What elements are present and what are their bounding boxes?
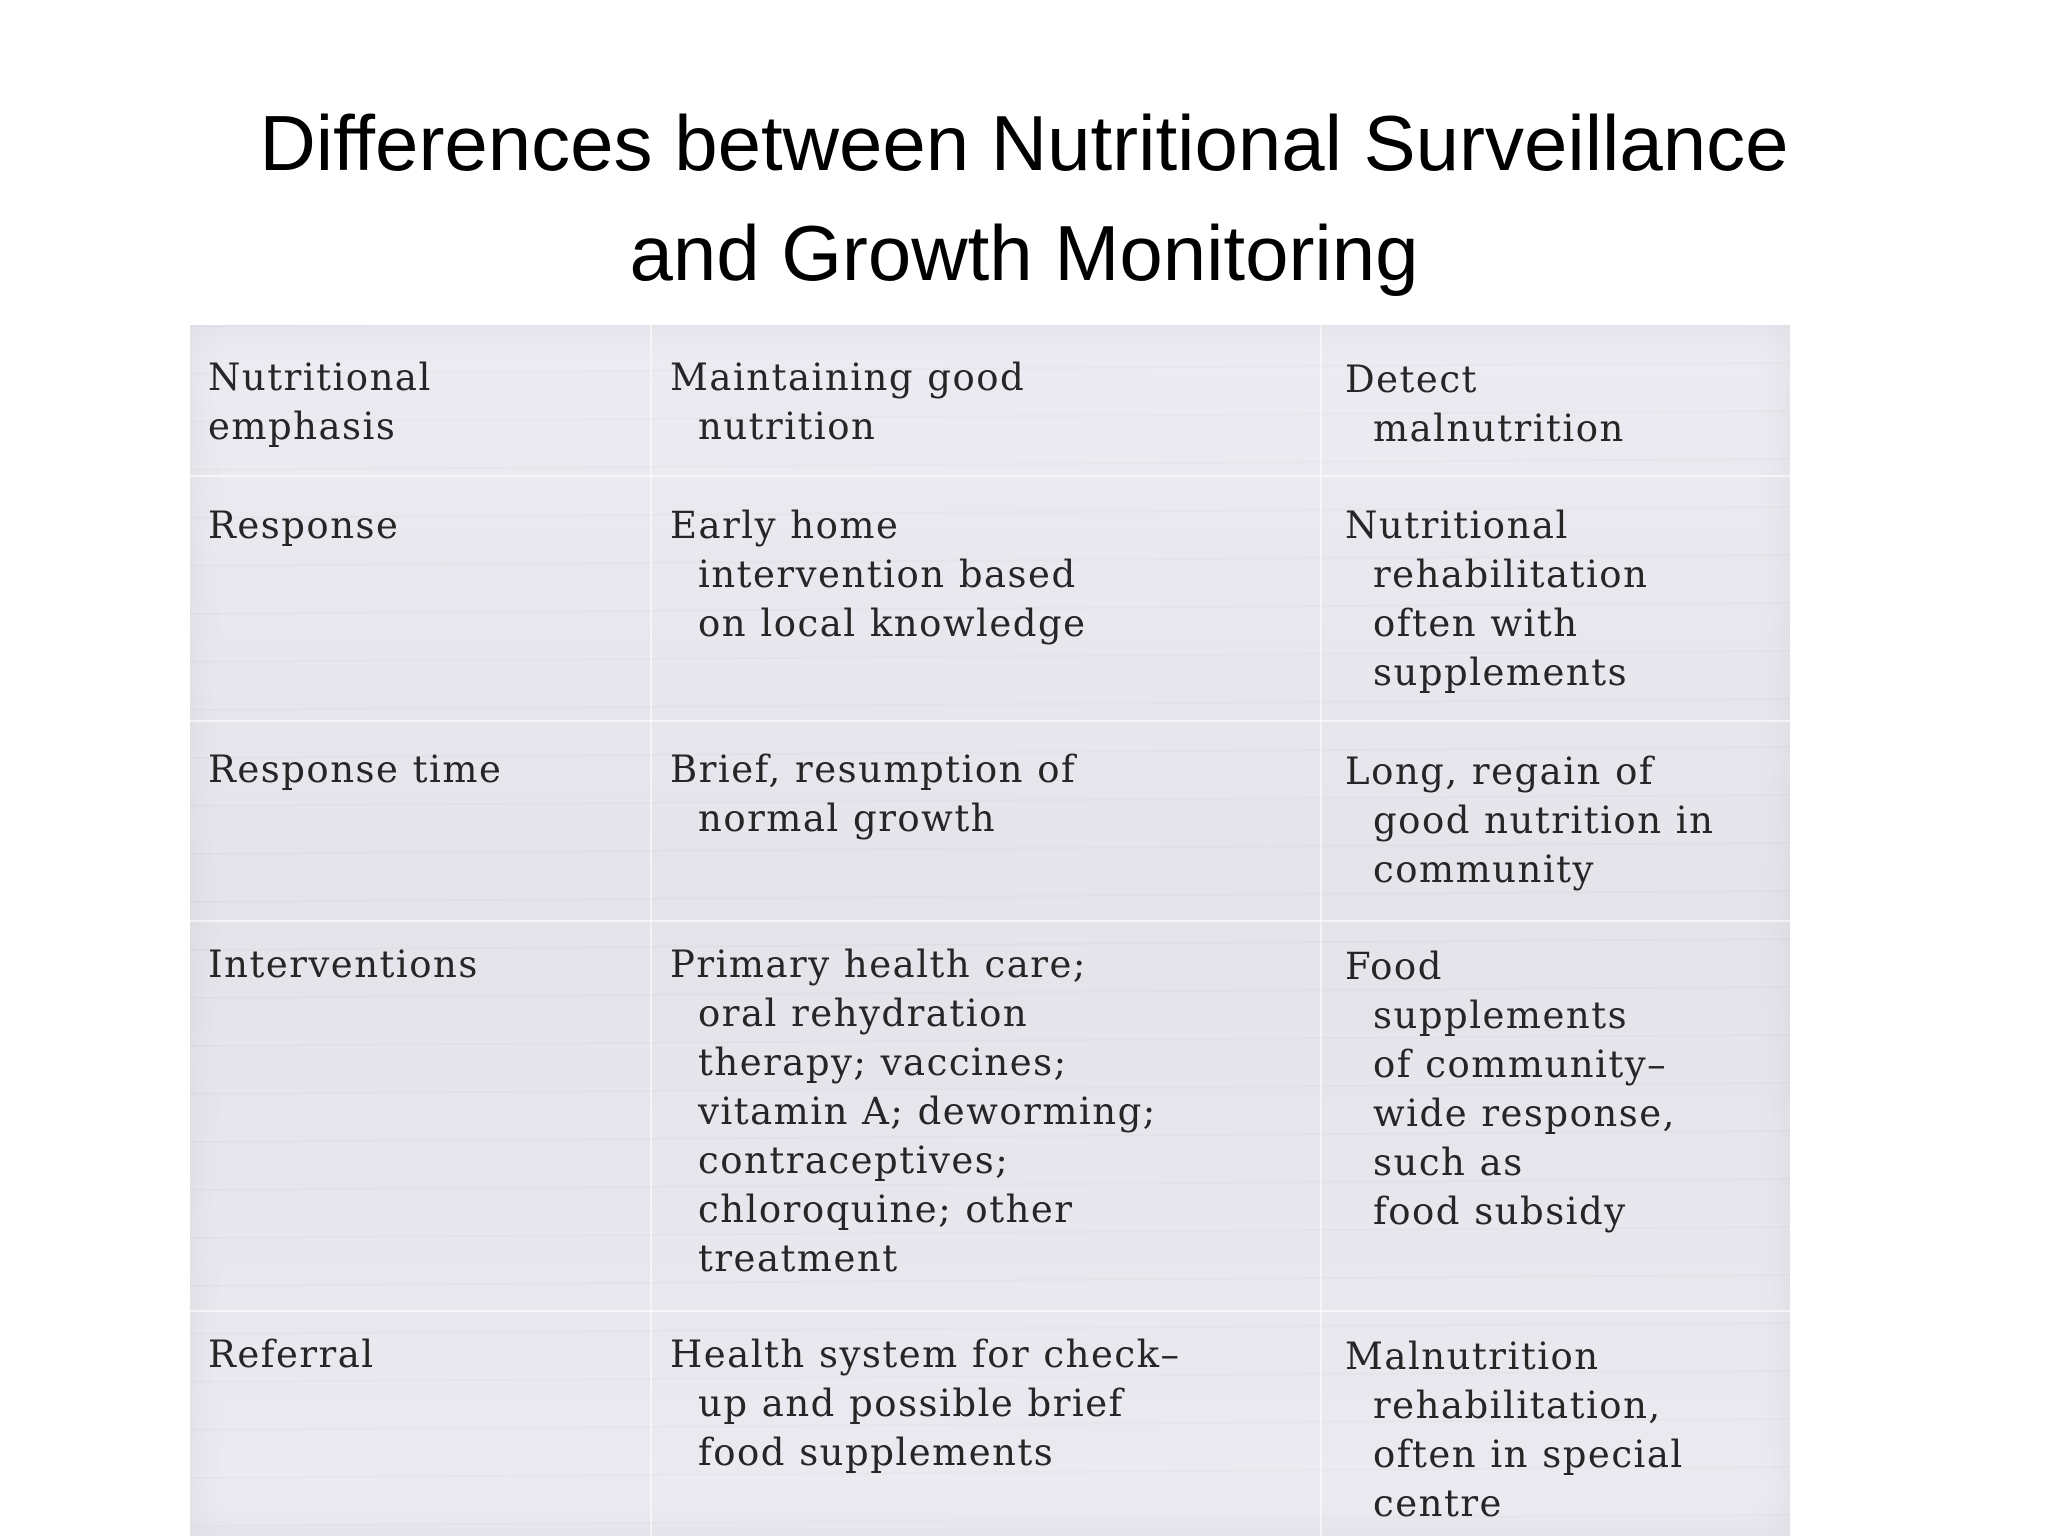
column-divider bbox=[650, 325, 652, 1536]
cell-growth-monitoring: Health system for check– up and possible brief food supplements bbox=[670, 1333, 1181, 1474]
cell-nutritional-surveillance: Detect malnutrition bbox=[1345, 358, 1625, 450]
cell-nutritional-surveillance: Nutritional rehabilitation often with supplements bbox=[1345, 504, 1649, 694]
title-line-2: and Growth Monitoring bbox=[629, 209, 1419, 297]
row-label-referral: Referral bbox=[208, 1333, 375, 1376]
cell-nutritional-surveillance: Long, regain of good nutrition in community bbox=[1345, 750, 1715, 891]
cell-growth-monitoring: Brief, resumption of normal growth bbox=[670, 748, 1077, 840]
slide-title bbox=[0, 88, 2048, 308]
cell-growth-monitoring: Maintaining good nutrition bbox=[670, 356, 1026, 448]
row-divider bbox=[190, 475, 1790, 477]
title-line-1: Differences between Nutritional Surveillance bbox=[259, 99, 1789, 187]
row-divider bbox=[190, 1310, 1790, 1312]
cell-growth-monitoring: Primary health care; oral rehydration therapy; vaccines; vitamin A; deworming; contraceptives; chloroquine; other treatment bbox=[670, 943, 1157, 1280]
row-label-response-time: Response time bbox=[208, 748, 503, 791]
cell-growth-monitoring: Early home intervention based on local knowledge bbox=[670, 504, 1087, 645]
row-label-response: Response bbox=[208, 504, 400, 547]
row-label-nutritional-emphasis: Nutritional emphasis bbox=[208, 356, 432, 448]
row-divider bbox=[190, 720, 1790, 722]
cell-nutritional-surveillance: Malnutrition rehabilitation, often in special centre bbox=[1345, 1335, 1684, 1525]
cell-nutritional-surveillance: Food supplements of community– wide response, such as food subsidy bbox=[1345, 945, 1676, 1233]
row-label-interventions: Interventions bbox=[208, 943, 479, 986]
scanned-table-image bbox=[190, 325, 1790, 1536]
row-divider bbox=[190, 920, 1790, 922]
column-divider bbox=[1320, 325, 1322, 1536]
